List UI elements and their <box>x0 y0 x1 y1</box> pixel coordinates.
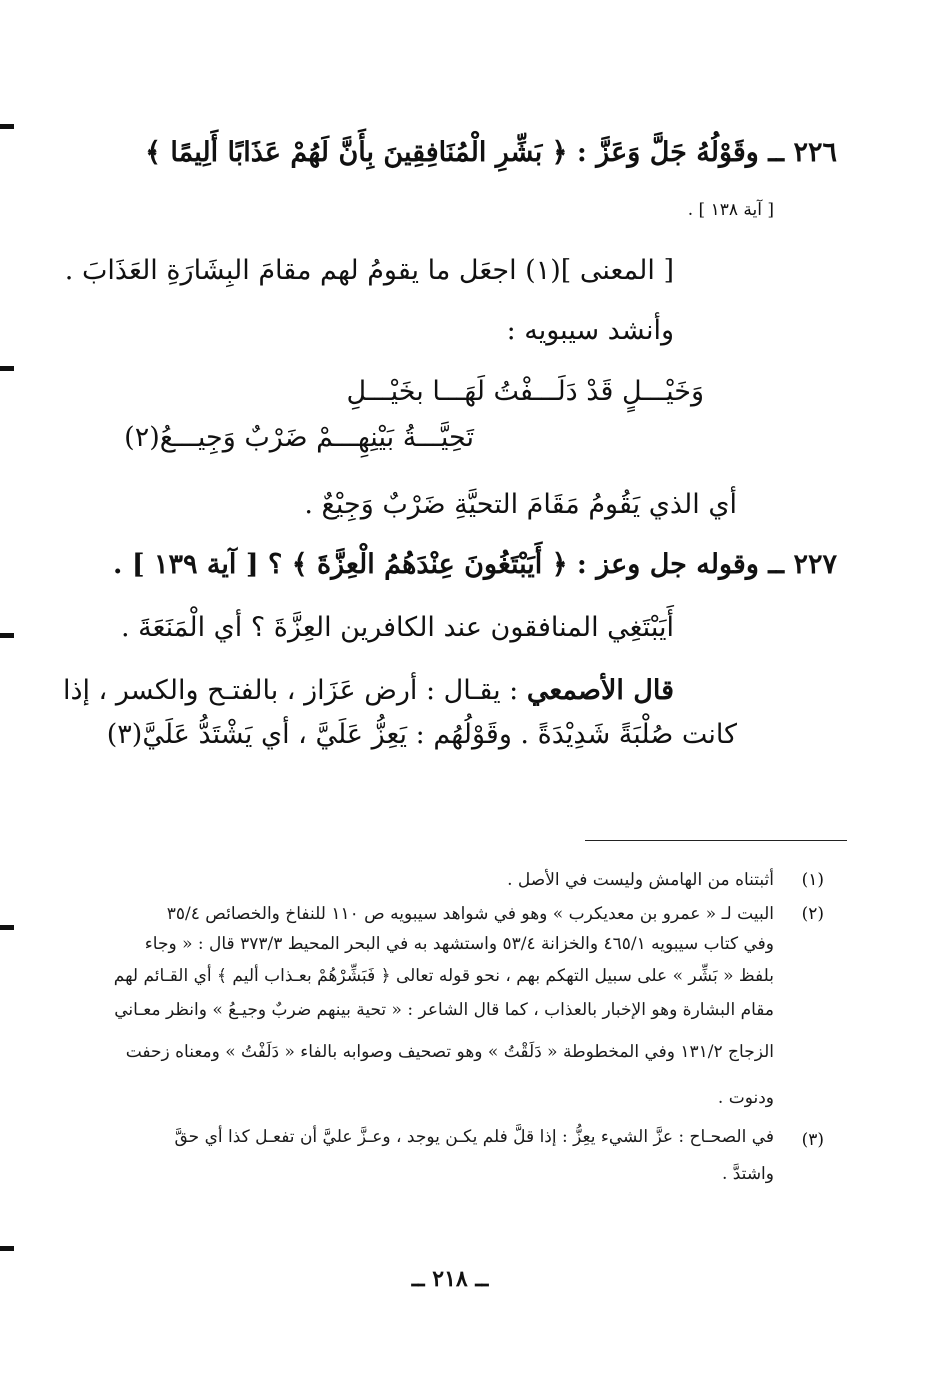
footnote-number: (٣) <box>801 1130 824 1150</box>
asmai-text: : يقـال : أرض عَزَاز ، بالفتـح والكسر ، إذا <box>62 675 519 706</box>
footnote-line: البيت لـ « عمرو بن معديكرب » وهو في شواهد سيبويه ص ١١٠ للنفاخ والخصائص ٣٥/٤ <box>166 904 774 924</box>
footnote-line: ودنوت . <box>717 1088 774 1108</box>
footnote-line: بلفظ « بَشِّر » على سبيل التهكم بهم ، نحو قوله تعالى ﴿ فَبَشِّرْهُمْ بعـذاب أليم ﴾ أي القـائم لهم <box>113 966 774 986</box>
footnote-line: أثبتناه من الهامش وليست في الأصل . <box>507 870 774 890</box>
entry-227-heading: ٢٢٧ ــ وقوله جل وعز : ﴿ أَيَبْتَغُونَ عِنْدَهُمُ الْعِزَّةَ ﴾ ؟ [ آية ١٣٩ ] . <box>113 549 837 580</box>
footnote-line: وفي كتاب سيبويه ٤٦٥/١ والخزانة ٥٣/٤ واستشهد به في البحر المحيط ٣٧٣/٣ قال : « وجاء <box>144 934 774 954</box>
entry-227-line-3: كانت صُلْبَةً شَدِيْدَةً . وقَوْلُهُم : يَعِزُّ عَلَيَّ ، أي يَشْتَدُّ عَلَيَّ(٣) <box>106 719 737 750</box>
entry-227-asmai <box>63 675 674 706</box>
scan-edge-mark <box>0 633 14 638</box>
footnote-line: في الصحـاح : عزَّ الشيء يعِزُّ : إذا قلَّ فلم يكـن يوجد ، وعـزَّ عليَّ أن تفعـل كذا أي حقَّ <box>174 1127 774 1147</box>
footnote-number: (٢) <box>801 904 824 924</box>
entry-227-line-1: أَيَبْتَغِي المنافقون عند الكافرين العِزَّةَ ؟ أي الْمَنَعَةَ . <box>120 612 674 643</box>
scan-edge-mark <box>0 925 14 930</box>
asmai-label: قال الأصمعي <box>526 675 674 706</box>
scan-edge-mark <box>0 366 14 371</box>
entry-226-ayah-ref: [ آية ١٣٨ ] . <box>687 200 774 220</box>
entry-226-meaning: [ المعنى ](١) اجعَل ما يقومُ لهم مقامَ البِشَارَةِ العَذَابَ . <box>64 255 674 286</box>
footnote-line: واشتدَّ . <box>721 1164 774 1184</box>
footnote-line: الزجاج ١٣١/٢ وفي المخطوطة « دَلَقْتُ » وهو تصحيف وصوابه بالفاء « دَلَفْتُ » ومعناه زحفت <box>125 1042 774 1062</box>
entry-226-heading: ٢٢٦ ــ وقَوْلُهُ جَلَّ وَعَزَّ : ﴿ بَشِّرِ الْمُنَافِقِينَ بِأَنَّ لَهُمْ عَذَابًا أَلِيمًا ﴾ <box>145 137 837 168</box>
footnote-number: (١) <box>801 870 824 890</box>
scan-edge-mark <box>0 124 14 129</box>
entry-226-verse-line-2: تَحِيَّـــةُ بَيْنِهِـــمْ ضَرْبٌ وَجِيـــعُ(٢) <box>124 422 474 453</box>
page-number: ــ ٢١٨ ــ <box>411 1266 489 1292</box>
entry-226-verse-line-1: وَخَيْـــلٍ قَدْ دَلَـــفْتُ لَهَـــا بخَيْـــلِ <box>346 376 704 407</box>
footnote-line: مقام البشارة وهو الإخبار بالعذاب ، كما قال الشاعر : « تحية بينهم ضربٌ وجيـعُ » وانظر معـاني <box>114 1000 774 1020</box>
entry-226-recited: وأنشد سيبويه : <box>506 315 674 346</box>
scan-edge-mark <box>0 1246 14 1251</box>
entry-226-explanation: أي الذي يَقُومُ مَقَامَ التحيَّةِ ضَرْبٌ وَجِيْعٌ . <box>304 489 737 520</box>
footnote-divider <box>585 840 847 841</box>
